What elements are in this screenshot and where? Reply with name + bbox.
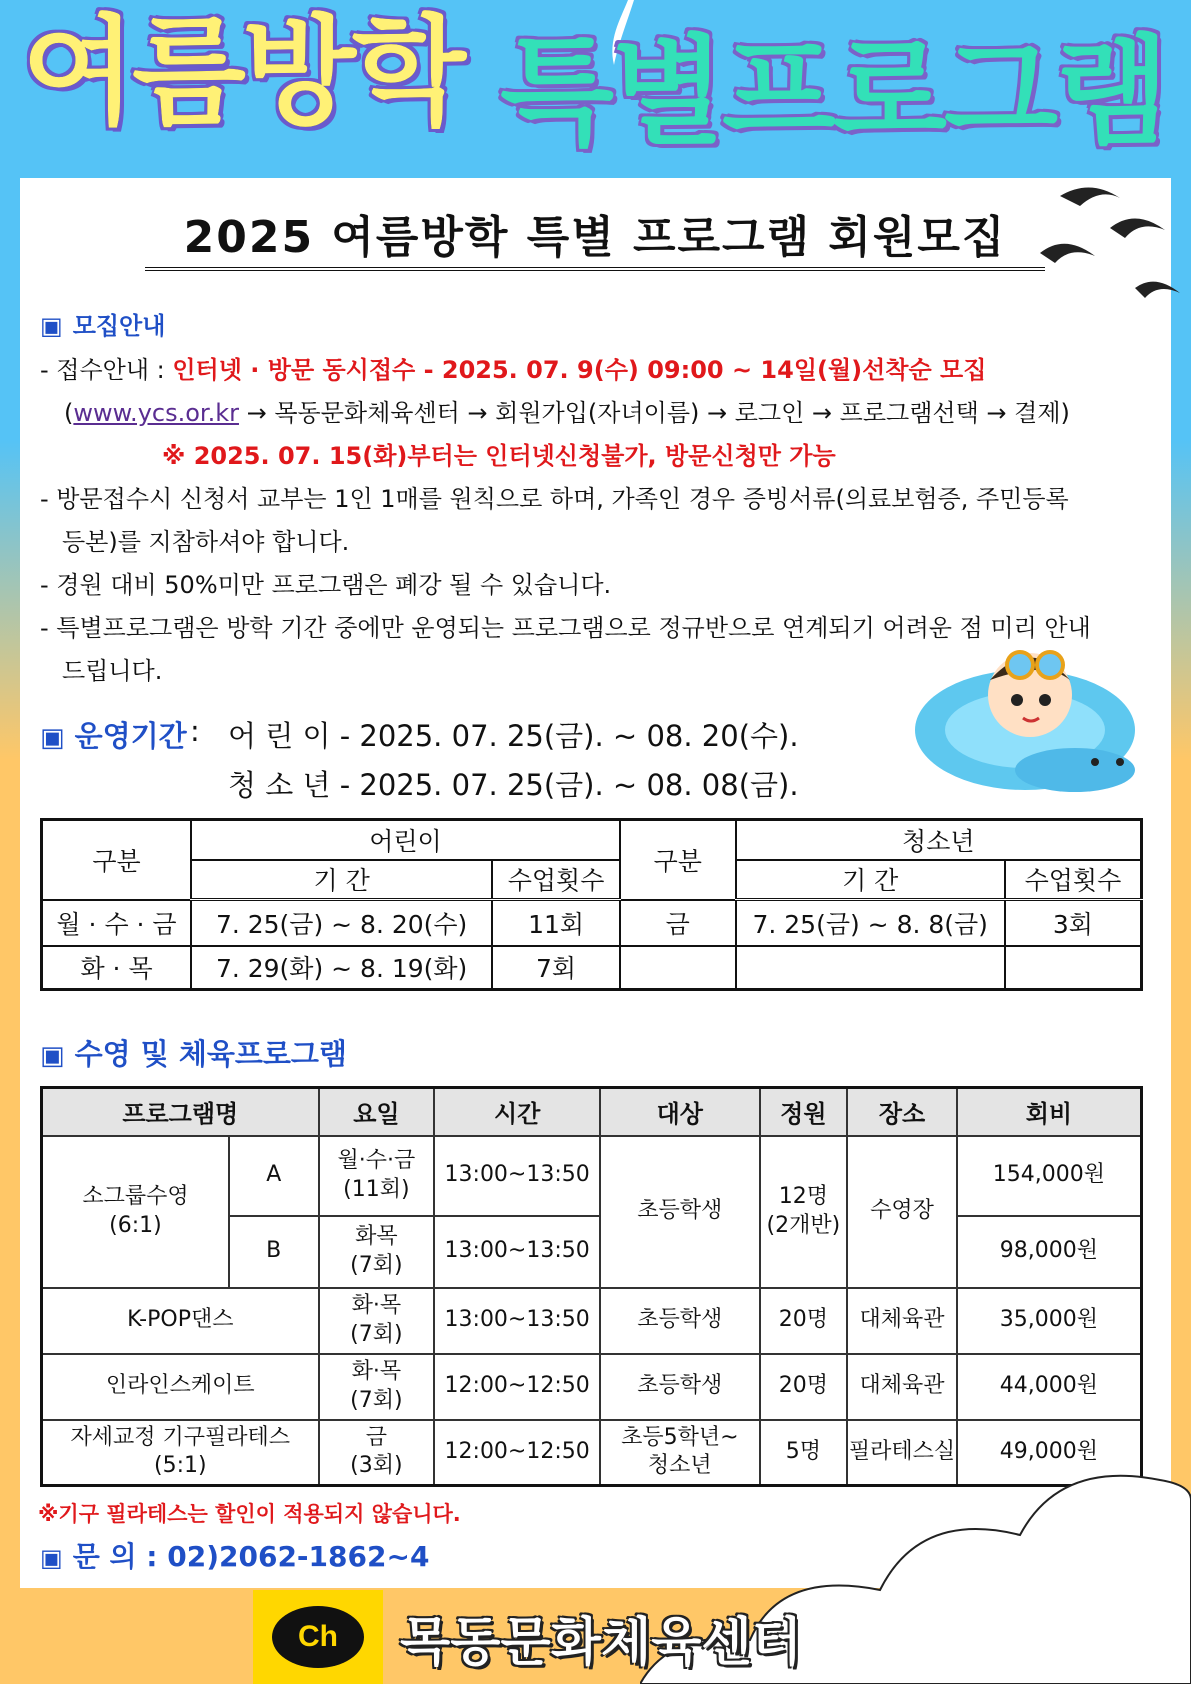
header-category-youth: 구분: [620, 820, 736, 900]
header-children: 어린이: [191, 820, 620, 860]
reception-line: - 접수안내 : 인터넷 · 방문 동시접수 - 2025. 07. 9(수) 09:00 ~ 14일(월)선착순 모집: [40, 356, 987, 384]
header-day: 요일: [319, 1088, 435, 1136]
cell-youth-day: [620, 946, 736, 990]
cell-children-day: 화 · 목: [42, 946, 192, 990]
center-name-footer: 목동문화체육센터: [400, 1613, 802, 1673]
cell-youth-period: [736, 946, 1005, 990]
section-recruit-heading: ▣ 모집안내: [40, 312, 166, 340]
table-row: [42, 946, 1142, 990]
cell-children-count: 11회: [492, 900, 620, 946]
header-capacity: 정원: [760, 1088, 848, 1136]
schedule-table: [40, 818, 1143, 991]
cell-swim-b-day: 화목 (7회): [319, 1216, 435, 1288]
banner-title-special-program: 특별프로그램: [500, 23, 1166, 161]
cell-pilates-time: 12:00~12:50: [434, 1420, 600, 1486]
cell-inline-fee: 44,000원: [957, 1354, 1142, 1420]
cell-swim-a-fee: 154,000원: [957, 1136, 1142, 1216]
square-bullet-icon: ▣: [40, 312, 63, 340]
header-place: 장소: [847, 1088, 957, 1136]
header-children-count: 수업횟수: [492, 860, 620, 900]
header-fee: 회비: [957, 1088, 1142, 1136]
header-time: 시간: [434, 1088, 600, 1136]
cell-swim-group-b: B: [229, 1216, 319, 1288]
cell-swim-target: 초등학생: [600, 1136, 759, 1288]
cell-kpop-day: 화·목 (7회): [319, 1288, 435, 1354]
header-youth-count: 수업횟수: [1005, 860, 1142, 900]
period-youth: 청 소 년 - 2025. 07. 25(금). ~ 08. 08(금).: [228, 768, 799, 802]
seagulls-illustration: [1040, 178, 1190, 328]
period-colon: :: [190, 714, 200, 748]
cell-swim-b-fee: 98,000원: [957, 1216, 1142, 1288]
cell-children-day: 월 · 수 · 금: [42, 900, 192, 946]
kakao-channel-button[interactable]: [253, 1590, 383, 1684]
bullet-special-rule-cont: 드립니다.: [62, 657, 163, 685]
section-programs-heading: ▣ 수영 및 체육프로그램: [40, 1037, 347, 1071]
cell-inline-name: 인라인스케이트: [42, 1354, 319, 1420]
cell-swim-a-time: 13:00~13:50: [434, 1136, 600, 1216]
header-target: 대상: [600, 1088, 759, 1136]
banner-title-summer: 여름방학: [22, 3, 462, 141]
bullet-visit-rule: - 방문접수시 신청서 교부는 1인 1매를 원칙으로 하며, 가족인 경우 증빙서류(의료보험증, 주민등록: [40, 485, 1069, 513]
cell-children-period: 7. 29(화) ~ 8. 19(화): [191, 946, 492, 990]
cell-youth-count: [1005, 946, 1142, 990]
bullet-visit-rule-cont: 등본)를 지참하셔야 합니다.: [62, 528, 350, 556]
cell-swim-group-a: A: [229, 1136, 319, 1216]
cell-children-count: 7회: [492, 946, 620, 990]
cell-kpop-fee: 35,000원: [957, 1288, 1142, 1354]
cell-kpop-target: 초등학생: [600, 1288, 759, 1354]
cell-kpop-place: 대체육관: [847, 1288, 957, 1354]
cell-youth-period: 7. 25(금) ~ 8. 8(금): [736, 900, 1005, 946]
cell-swim-place: 수영장: [847, 1136, 957, 1288]
cell-swim-a-day: 월·수·금 (11회): [319, 1136, 435, 1216]
bullet-special-rule: - 특별프로그램은 방학 기간 중에만 운영되는 프로그램으로 정규반으로 연계되기 어려운 점 미리 안내: [40, 614, 1091, 642]
child-floating-illustration: [905, 620, 1165, 810]
header-category-children: 구분: [42, 820, 192, 900]
cell-youth-count: 3회: [1005, 900, 1142, 946]
website-link[interactable]: www.ycs.or.kr: [73, 399, 239, 427]
cell-children-period: 7. 25(금) ~ 8. 20(수): [191, 900, 492, 946]
cell-swim-capacity: 12명 (2개반): [760, 1136, 848, 1288]
table-row: [42, 1136, 1142, 1216]
cell-kpop-capacity: 20명: [760, 1288, 848, 1354]
table-row: [42, 900, 1142, 946]
section-period-heading: ▣ 운영기간: [40, 719, 187, 753]
header-program-name: 프로그램명: [42, 1088, 319, 1136]
header-children-period: 기 간: [191, 860, 492, 900]
header-youth: 청소년: [736, 820, 1142, 860]
header-youth-period: 기 간: [736, 860, 1005, 900]
contact-line: ▣ 문 의 : 02)2062-1862~4: [40, 1540, 430, 1573]
cell-swim-b-time: 13:00~13:50: [434, 1216, 600, 1288]
cell-inline-time: 12:00~12:50: [434, 1354, 600, 1420]
cell-pilates-place: 필라테스실: [847, 1420, 957, 1486]
period-children: 어 린 이 - 2025. 07. 25(금). ~ 08. 20(수).: [228, 719, 799, 753]
square-bullet-icon: ▣: [40, 1041, 65, 1071]
square-bullet-icon: ▣: [40, 723, 65, 753]
cell-inline-target: 초등학생: [600, 1354, 759, 1420]
signup-path-line: (www.ycs.or.kr → 목동문화체육센터 → 회원가입(자녀이름) → 로그인 → 프로그램선택 → 결제): [64, 399, 1070, 427]
cell-pilates-day: 금 (3회): [319, 1420, 435, 1486]
cell-pilates-fee: 49,000원: [957, 1420, 1142, 1486]
cell-pilates-name: 자세교정 기구필라테스 (5:1): [42, 1420, 319, 1486]
cell-kpop-time: 13:00~13:50: [434, 1288, 600, 1354]
contact-phone[interactable]: 02)2062-1862~4: [167, 1540, 430, 1573]
square-bullet-icon: ▣: [40, 1544, 63, 1572]
cell-swim-name: 소그룹수영 (6:1): [42, 1136, 229, 1288]
cell-pilates-target: 초등5학년~ 청소년: [600, 1420, 759, 1486]
cell-pilates-capacity: 5명: [760, 1420, 848, 1486]
bullet-cancel-rule: - 경원 대비 50%미만 프로그램은 폐강 될 수 있습니다.: [40, 571, 612, 599]
pilates-discount-note: ※기구 필라테스는 할인이 적용되지 않습니다.: [38, 1502, 461, 1526]
internet-closing-notice: ※ 2025. 07. 15(화)부터는 인터넷신청불가, 방문신청만 가능: [162, 442, 836, 470]
cell-inline-day: 화·목 (7회): [319, 1354, 435, 1420]
table-row: [42, 1354, 1142, 1420]
cell-inline-place: 대체육관: [847, 1354, 957, 1420]
cell-kpop-name: K-POP댄스: [42, 1288, 319, 1354]
program-table: [40, 1086, 1143, 1487]
kakao-channel-icon: Ch: [272, 1606, 364, 1668]
cell-youth-day: 금: [620, 900, 736, 946]
table-row: [42, 1288, 1142, 1354]
cell-inline-capacity: 20명: [760, 1354, 848, 1420]
document-title: 2025 여름방학 특별 프로그램 회원모집: [145, 212, 1045, 271]
